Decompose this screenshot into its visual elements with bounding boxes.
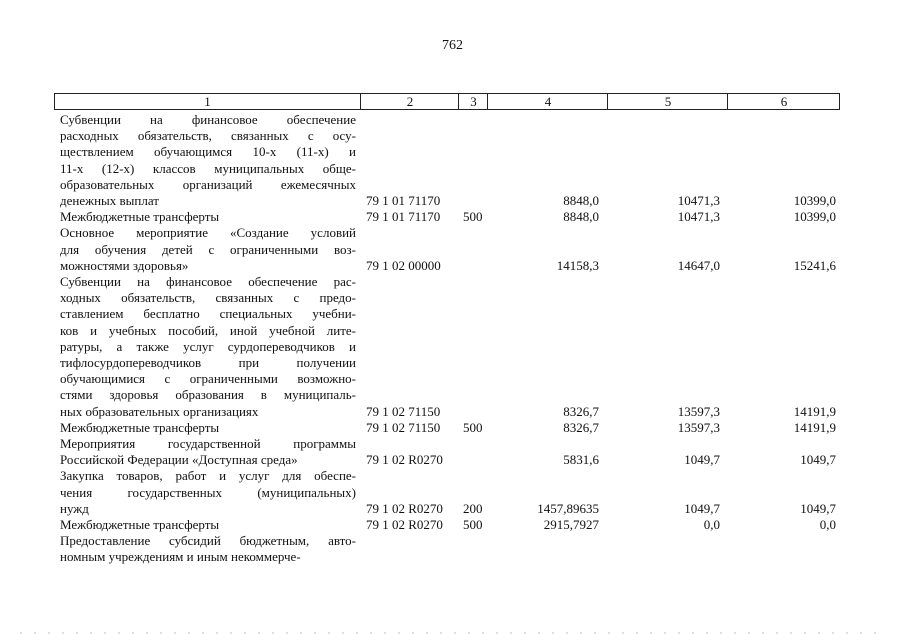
row-description [60,533,356,565]
description-line: Предоставление субсидий бюджетным, авто- [60,533,356,549]
row-value-col5: 13597,3 [677,419,720,435]
table-row [0,209,905,225]
description-line: для обучения детей с ограниченными воз- [60,241,356,257]
row-value-col4: 2915,7927 [543,517,599,533]
row-description [60,112,356,209]
header-col-3: 3 [458,94,488,109]
row-value-col6: 1049,7 [800,500,836,516]
row-description [60,420,356,436]
description-line: Межбюджетные трансферты [60,517,220,533]
table-header [54,93,840,110]
description-line: номным учреждениям и иным некоммерче- [60,549,301,565]
row-value-col5: 14647,0 [677,257,720,273]
description-line: Закупка товаров, работ и услуг для обеспе- [60,468,356,484]
description-line: ков и учебных пособий, иной учебной лите- [60,322,356,338]
row-code: 79 1 01 71170 [366,209,441,225]
row-code: 79 1 02 R0270 [366,452,443,468]
row-expense-type: 500 [463,209,483,225]
table-row [0,517,905,533]
row-description [60,274,356,420]
description-line: образовательных организаций ежемесячных [60,176,356,192]
description-line: Субвенции на финансовое обеспечение [60,112,356,127]
row-description [60,225,356,274]
row-description [60,468,356,517]
description-line: Межбюджетные трансферты [60,419,220,435]
row-value-col4: 14158,3 [556,257,599,273]
row-code: 79 1 02 71150 [366,419,441,435]
description-line: Мероприятия государственной программы [60,436,356,452]
row-value-col4: 8326,7 [563,403,599,419]
header-col-6: 6 [727,94,840,109]
description-line: нужд [60,500,89,516]
row-value-col6: 10399,0 [793,193,836,209]
header-col-2: 2 [360,94,459,109]
description-line: ществлением обучающимся 10-х (11-х) и [60,144,356,160]
row-code: 79 1 02 R0270 [366,500,443,516]
scan-artifact [20,632,885,634]
description-line: ратуры, а также услуг сурдопереводчиков и [60,338,356,354]
row-code: 79 1 02 71150 [366,403,441,419]
row-expense-type: 500 [463,419,483,435]
row-value-col6: 1049,7 [800,452,836,468]
row-value-col5: 10471,3 [677,209,720,225]
row-code: 79 1 02 00000 [366,257,441,273]
row-code: 79 1 01 71170 [366,193,441,209]
table-body [0,112,905,566]
table-row [0,274,905,420]
description-line: Межбюджетные трансферты [60,209,220,225]
row-value-col6: 15241,6 [793,257,836,273]
row-value-col5: 0,0 [703,517,720,533]
description-line: обучающимися с ограниченными возможно- [60,371,356,387]
page-number: 762 [442,38,463,53]
description-line: Субвенции на финансовое обеспечение рас- [60,274,356,290]
description-line: денежных выплат [60,193,159,209]
header-col-1: 1 [204,94,211,109]
description-line: Основное мероприятие «Создание условий [60,225,356,241]
row-description [60,517,356,533]
description-line: расходных обязательств, связанных с осу- [60,128,356,144]
row-description [60,436,356,468]
row-expense-type: 500 [463,517,483,533]
description-line: ходных обязательств, связанных с предо- [60,290,356,306]
description-line: ставлением бесплатно специальных учебни- [60,306,356,322]
description-line: Российской Федерации «Доступная среда» [60,452,298,468]
row-code: 79 1 02 R0270 [366,517,443,533]
row-value-col4: 8326,7 [563,419,599,435]
header-col-4: 4 [487,94,608,109]
row-value-col6: 0,0 [819,517,836,533]
row-value-col6: 10399,0 [793,209,836,225]
row-value-col4: 8848,0 [563,209,599,225]
description-line: чения государственных (муниципальных) [60,484,356,500]
row-value-col5: 1049,7 [684,500,720,516]
row-description [60,209,356,225]
table-row [0,436,905,468]
row-value-col4: 1457,89635 [537,500,599,516]
description-line: стями здоровья образования в муниципаль- [60,387,356,403]
description-line: можностями здоровья» [60,257,189,273]
description-line: тифлосурдопереводчиков при получении [60,355,356,371]
row-value-col5: 10471,3 [677,193,720,209]
table-row [0,468,905,517]
description-line: 11-х (12-х) классов муниципальных обще- [60,160,356,176]
table-row [0,533,905,565]
row-value-col4: 8848,0 [563,193,599,209]
row-value-col5: 1049,7 [684,452,720,468]
row-value-col5: 13597,3 [677,403,720,419]
header-col-5: 5 [607,94,728,109]
row-value-col4: 5831,6 [563,452,599,468]
table-row [0,420,905,436]
table-row [0,112,905,209]
description-line: ных образовательных организациях [60,403,259,419]
row-expense-type: 200 [463,500,483,516]
row-value-col6: 14191,9 [793,419,836,435]
row-value-col6: 14191,9 [793,403,836,419]
table-row [0,225,905,274]
